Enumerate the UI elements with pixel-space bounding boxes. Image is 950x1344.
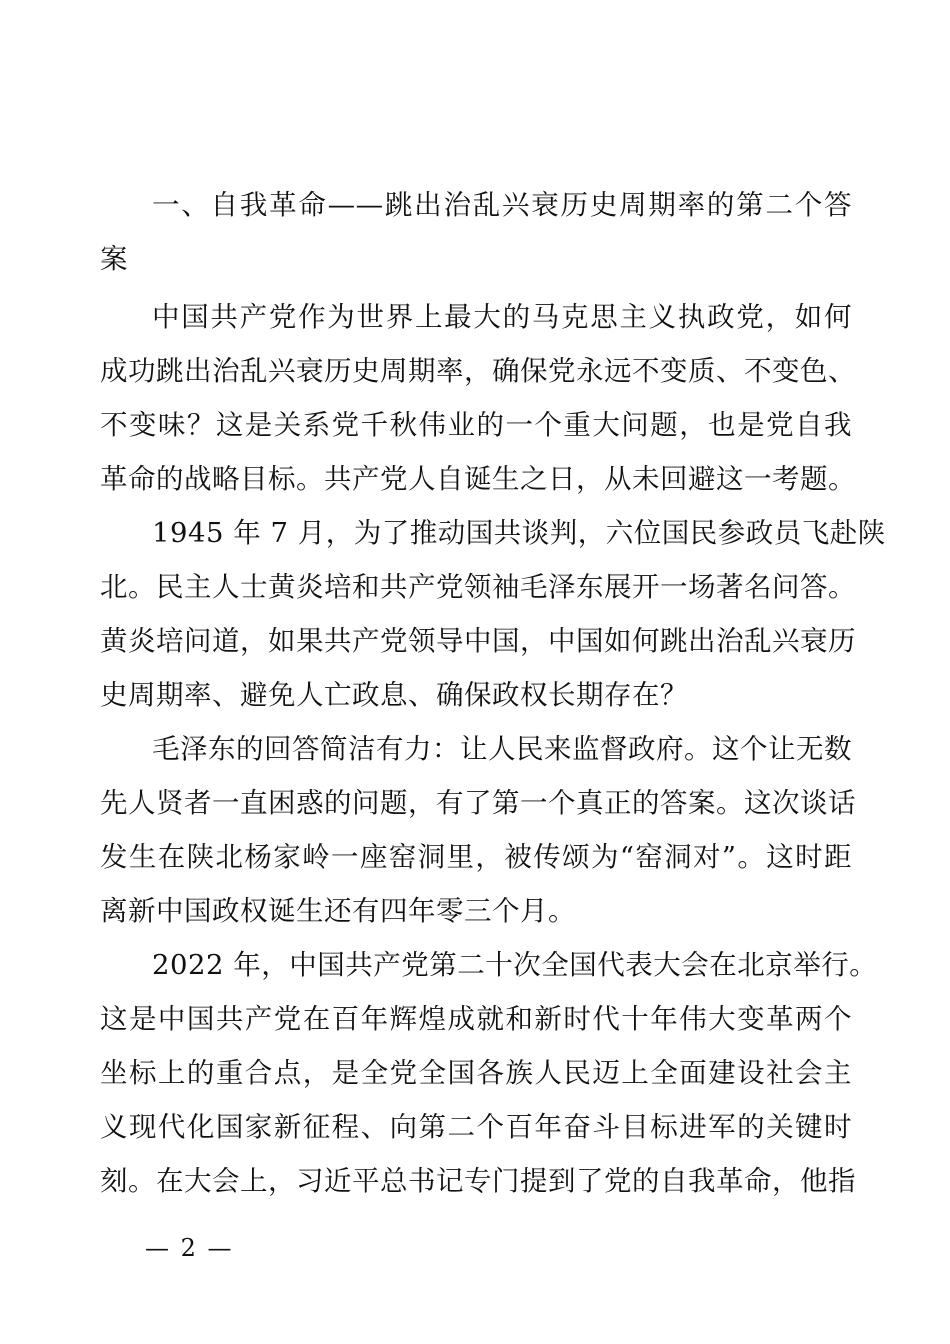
section-heading-line: 案: [100, 243, 128, 275]
body-text: [100, 178, 886, 1208]
paragraph-line: 北。民主人士黄炎培和共产党领袖毛泽东展开一场著名问答。: [100, 571, 856, 603]
page-number: — 2 —: [145, 1234, 234, 1262]
paragraph-line: 先人贤者一直困惑的问题，有了第一个真正的答案。这次谈话: [100, 787, 856, 819]
paragraph-line: 发生在陕北杨家岭一座窑洞里，被传颂为“窑洞对”。这时距: [100, 841, 852, 873]
paragraph-line: 黄炎培问道，如果共产党领导中国，中国如何跳出治乱兴衰历: [100, 625, 856, 657]
paragraph-line: 离新中国政权诞生还有四年零三个月。: [100, 895, 576, 927]
paragraph-line: 革命的战略目标。共产党人自诞生之日，从未回避这一考题。: [100, 463, 856, 495]
paragraph-line: 1945 年 7 月，为了推动国共谈判，六位国民参政员飞赴陕: [152, 517, 886, 549]
section-heading-line: 一、自我革命——跳出治乱兴衰历史周期率的第二个答: [152, 189, 852, 221]
paragraph-line: 刻。在大会上，习近平总书记专门提到了党的自我革命，他指: [100, 1165, 856, 1197]
paragraph-line: 成功跳出治乱兴衰历史周期率，确保党永远不变质、不变色、: [100, 355, 856, 387]
paragraph-line: 2022 年，中国共产党第二十次全国代表大会在北京举行。: [152, 949, 878, 981]
paragraph-line: 毛泽东的回答简洁有力：让人民来监督政府。这个让无数: [152, 733, 852, 765]
paragraph-line: 这是中国共产党在百年辉煌成就和新时代十年伟大变革两个: [100, 1003, 852, 1035]
paragraph-line: 不变味？这是关系党千秋伟业的一个重大问题，也是党自我: [100, 409, 852, 441]
paragraph-line: 中国共产党作为世界上最大的马克思主义执政党，如何: [152, 301, 852, 333]
paragraph-line: 坐标上的重合点，是全党全国各族人民迈上全面建设社会主: [100, 1057, 852, 1089]
paragraph-line: 义现代化国家新征程、向第二个百年奋斗目标进军的关键时: [100, 1111, 852, 1143]
paragraph-line: 史周期率、避免人亡政息、确保政权长期存在？: [100, 679, 688, 711]
